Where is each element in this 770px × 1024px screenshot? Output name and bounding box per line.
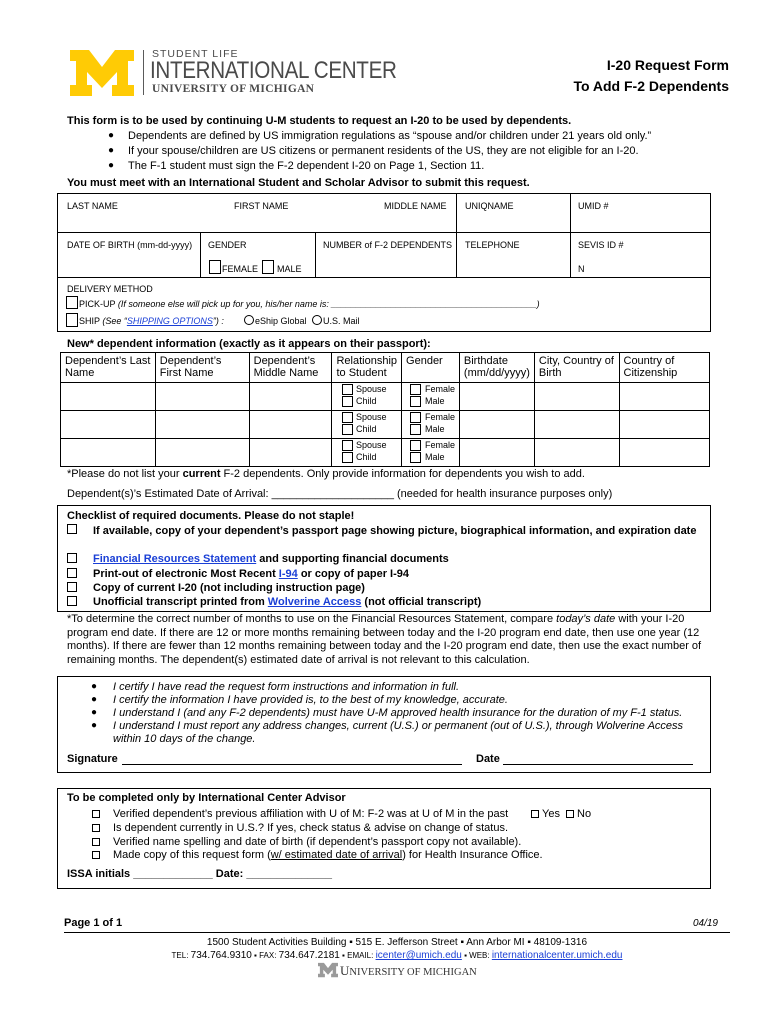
website-link[interactable]: internationalcenter.umich.edu bbox=[491, 950, 623, 961]
logo-university: UNIVERSITY OF MICHIGAN bbox=[152, 83, 315, 95]
last-first-middle-name-field[interactable] bbox=[57, 193, 457, 233]
footer-university-wordmark: UNIVERSITY OF MICHIGAN bbox=[340, 963, 477, 978]
male-checkbox[interactable] bbox=[410, 452, 421, 463]
cell[interactable] bbox=[61, 411, 156, 439]
spouse-checkbox[interactable] bbox=[342, 384, 353, 395]
checklist-item-financial: Financial Resources Statement and supporting financial documents bbox=[93, 553, 449, 565]
child-label: Child bbox=[356, 452, 377, 462]
form-subtitle: To Add F-2 Dependents bbox=[573, 78, 729, 94]
cell[interactable] bbox=[155, 439, 249, 467]
female-checkbox[interactable] bbox=[209, 260, 221, 274]
cell[interactable] bbox=[249, 411, 332, 439]
advisor-checkbox[interactable] bbox=[92, 838, 100, 846]
intro-lead: This form is to be used by continuing U-M students to request an I-20 to be used by dependents. bbox=[67, 115, 572, 127]
label-dob: DATE OF BIRTH (mm-dd-yyyy) bbox=[67, 240, 193, 250]
advisor-checkbox[interactable] bbox=[92, 851, 100, 859]
footer-block-m-icon bbox=[318, 962, 338, 978]
issa-initials-date: ISSA initials _____________ Date: ______________ bbox=[67, 868, 333, 880]
logo-student-life: STUDENT LIFE bbox=[152, 48, 239, 60]
telephone-field[interactable] bbox=[456, 232, 571, 278]
child-checkbox[interactable] bbox=[342, 424, 353, 435]
col-citizenship: Country of Citizenship bbox=[619, 353, 710, 383]
sevis-prefix: N bbox=[578, 264, 585, 274]
pickup-label: PICK-UP (If someone else will pick up for you, his/her name is: _________________________________________) bbox=[79, 299, 540, 309]
col-birthdate: Birthdate (mm/dd/yyyy) bbox=[459, 353, 534, 383]
checklist-checkbox[interactable] bbox=[67, 596, 77, 606]
advisor-checkbox[interactable] bbox=[92, 824, 100, 832]
table-header-row bbox=[61, 353, 710, 383]
cell[interactable] bbox=[534, 411, 619, 439]
col-relationship: Relationship to Student bbox=[332, 353, 402, 383]
checklist-item-i94: Print-out of electronic Most Recent I-94 or copy of paper I-94 bbox=[93, 568, 410, 580]
num-dependents-field[interactable] bbox=[315, 232, 457, 278]
label-male: MALE bbox=[277, 264, 302, 274]
advisor-meeting-note: You must meet with an International Student and Scholar Advisor to submit this request. bbox=[67, 177, 530, 189]
bullet-dot: ● bbox=[91, 694, 98, 705]
certify-1: I certify I have read the request form instructions and information in full. bbox=[113, 681, 460, 693]
spouse-label: Spouse bbox=[356, 412, 387, 422]
ship-checkbox[interactable] bbox=[66, 313, 78, 327]
male-checkbox[interactable] bbox=[262, 260, 274, 274]
cell[interactable] bbox=[61, 383, 156, 411]
spouse-checkbox[interactable] bbox=[342, 440, 353, 451]
bullet-dot: ● bbox=[108, 160, 115, 171]
col-first-name: Dependent’s First Name bbox=[155, 353, 249, 383]
spouse-checkbox[interactable] bbox=[342, 412, 353, 423]
bullet-dot: ● bbox=[91, 681, 98, 692]
no-checkbox[interactable] bbox=[566, 810, 574, 818]
cell[interactable] bbox=[534, 439, 619, 467]
label-sevis: SEVIS ID # bbox=[578, 240, 624, 250]
i94-link[interactable]: I-94 bbox=[278, 568, 298, 580]
female-checkbox[interactable] bbox=[410, 412, 421, 423]
advisor-item-name-dob: Verified name spelling and date of birth (if dependent’s passport copy not available). bbox=[113, 836, 522, 848]
cell[interactable] bbox=[249, 439, 332, 467]
checklist-item-transcript: Unofficial transcript printed from Wolverine Access (not official transcript) bbox=[93, 596, 482, 608]
form-title: I-20 Request Form bbox=[606, 57, 729, 73]
checklist-heading: Checklist of required documents. Please do not staple! bbox=[67, 510, 355, 522]
certify-3: I understand I (and any F-2 dependents) must have U-M approved health insurance for the duration of my F-1 status. bbox=[113, 707, 683, 719]
intro-bullet-3: The F-1 student must sign the F-2 dependent I-20 on Page 1, Section 11. bbox=[128, 160, 485, 172]
advisor-item-affiliation: Verified dependent’s previous affiliation with U of M: F-2 was at U of M in the past bbox=[113, 808, 509, 820]
label-eship: eShip Global bbox=[255, 316, 307, 326]
current-dependents-note: *Please do not list your current F-2 dependents. Only provide information for dependents you wish to add. bbox=[67, 468, 585, 480]
label-female: FEMALE bbox=[222, 264, 259, 274]
male-checkbox[interactable] bbox=[410, 424, 421, 435]
label-uniqname: UNIQNAME bbox=[465, 201, 514, 211]
cell[interactable] bbox=[459, 383, 534, 411]
label-num-dependents: NUMBER of F-2 DEPENDENTS bbox=[323, 240, 453, 250]
form-version: 04/19 bbox=[692, 918, 718, 929]
male-label: Male bbox=[425, 452, 445, 462]
logo-international-center: INTERNATIONAL CENTER bbox=[150, 57, 397, 84]
spouse-label: Spouse bbox=[356, 440, 387, 450]
child-checkbox[interactable] bbox=[342, 452, 353, 463]
col-gender: Gender bbox=[402, 353, 460, 383]
child-checkbox[interactable] bbox=[342, 396, 353, 407]
label-delivery-method: DELIVERY METHOD bbox=[67, 284, 153, 294]
intro-bullet-1: Dependents are defined by US immigration regulations as “spouse and/or children under 21 years old only.” bbox=[128, 130, 652, 142]
advisor-checkbox[interactable] bbox=[92, 810, 100, 818]
cell[interactable] bbox=[534, 383, 619, 411]
child-label: Child bbox=[356, 424, 377, 434]
male-checkbox[interactable] bbox=[410, 396, 421, 407]
usmail-radio[interactable] bbox=[312, 315, 322, 325]
male-label: Male bbox=[425, 424, 445, 434]
advisor-item-in-us: Is dependent currently in U.S.? If yes, check status & advise on change of status. bbox=[113, 822, 508, 834]
eship-radio[interactable] bbox=[244, 315, 254, 325]
bullet-dot: ● bbox=[108, 145, 115, 156]
no-label: No bbox=[577, 808, 592, 820]
shipping-options-link[interactable]: SHIPPING OPTIONS bbox=[126, 316, 213, 326]
label-gender: GENDER bbox=[208, 240, 247, 250]
certify-2: I certify the information I have provided is, to the best of my knowledge, accurate. bbox=[113, 694, 508, 706]
female-label: Female bbox=[425, 412, 456, 422]
umid-field[interactable] bbox=[570, 193, 711, 233]
pickup-note[interactable]: (If someone else will pick up for you, his/her name is: _________________________________________) bbox=[117, 299, 540, 309]
footer-contact: TEL: 734.764.9310 ▪ FAX: 734.647.2181 ▪ EMAIL: icenter@umich.edu ▪ WEB: internationalcenter.umich.edu bbox=[171, 950, 623, 961]
col-birthplace: City, Country of Birth bbox=[534, 353, 619, 383]
cell[interactable] bbox=[61, 439, 156, 467]
advisor-item-copy: Made copy of this request form (w/ estimated date of arrival) for Health Insurance Office. bbox=[113, 849, 543, 861]
cell[interactable] bbox=[619, 411, 710, 439]
logo-divider bbox=[143, 50, 144, 95]
yes-label: Yes bbox=[542, 808, 560, 820]
cell[interactable] bbox=[249, 383, 332, 411]
label-last-name: LAST NAME bbox=[67, 201, 118, 211]
dependents-heading: New* dependent information (exactly as it appears on their passport): bbox=[67, 338, 431, 350]
sevis-field[interactable] bbox=[570, 232, 711, 278]
bullet-dot: ● bbox=[91, 720, 98, 731]
checklist-item-i20: Copy of current I-20 (not including instruction page) bbox=[93, 582, 365, 594]
yes-checkbox[interactable] bbox=[531, 810, 539, 818]
col-last-name: Dependent’s Last Name bbox=[61, 353, 156, 383]
cell[interactable] bbox=[459, 439, 534, 467]
date-line[interactable] bbox=[503, 752, 693, 765]
female-checkbox[interactable] bbox=[410, 440, 421, 451]
signature-line[interactable] bbox=[122, 752, 462, 765]
footer-address: 1500 Student Activities Building ▪ 515 E. Jefferson Street ▪ Ann Arbor MI ▪ 48109-1316 bbox=[206, 937, 588, 948]
male-label: Male bbox=[425, 396, 445, 406]
footer-rule bbox=[64, 932, 730, 933]
checklist-checkbox[interactable] bbox=[67, 568, 77, 578]
certify-4: I understand I must report any address changes, current (U.S.) or permanent (out of U.S.), through Wolverine Access within 10 days of the change. bbox=[113, 720, 684, 745]
bullet-dot: ● bbox=[91, 707, 98, 718]
financial-resources-link[interactable]: Financial Resources Statement bbox=[93, 553, 257, 565]
spouse-label: Spouse bbox=[356, 384, 387, 394]
label-first-name: FIRST NAME bbox=[234, 201, 289, 211]
female-label: Female bbox=[425, 440, 456, 450]
cell[interactable] bbox=[619, 439, 710, 467]
checklist-checkbox[interactable] bbox=[67, 553, 77, 563]
female-label: Female bbox=[425, 384, 456, 394]
label-umid: UMID # bbox=[578, 201, 609, 211]
intro-bullet-2: If your spouse/children are US citizens or permanent residents of the US, they are not eligible for an I-20. bbox=[128, 145, 639, 157]
bullet-dot: ● bbox=[108, 130, 115, 141]
cell[interactable] bbox=[619, 383, 710, 411]
dob-field[interactable] bbox=[57, 232, 201, 278]
label-telephone: TELEPHONE bbox=[465, 240, 520, 250]
checklist-item-passport: If available, copy of your dependent’s passport page showing picture, biographical information, and expiration date bbox=[93, 525, 697, 537]
advisor-heading: To be completed only by International Center Advisor bbox=[67, 792, 346, 804]
cell[interactable] bbox=[459, 411, 534, 439]
child-label: Child bbox=[356, 396, 377, 406]
col-middle-name: Dependent’s Middle Name bbox=[249, 353, 332, 383]
page-number: Page 1 of 1 bbox=[64, 917, 123, 929]
signature-label: Signature bbox=[67, 753, 118, 765]
label-usmail: U.S. Mail bbox=[323, 316, 360, 326]
checklist-checkbox[interactable] bbox=[67, 582, 77, 592]
cell[interactable] bbox=[155, 383, 249, 411]
label-middle-name: MIDDLE NAME bbox=[384, 201, 447, 211]
female-checkbox[interactable] bbox=[410, 384, 421, 395]
date-label: Date bbox=[476, 753, 500, 765]
pickup-checkbox[interactable] bbox=[66, 296, 78, 309]
arrival-date-line: Dependent(s)’s Estimated Date of Arrival: ____________________ (needed for health insurance purposes only) bbox=[67, 488, 613, 500]
checklist-checkbox[interactable] bbox=[67, 524, 77, 534]
ship-label: SHIP (See “SHIPPING OPTIONS”) : bbox=[79, 316, 224, 326]
email-link[interactable]: icenter@umich.edu bbox=[375, 950, 462, 961]
financial-statement-note: *To determine the correct number of months to use on the Financial Resources Statement, compare today’s date with your I-20 program end date. If there are 12 or more months remaining between today and the I-20 program end date, then use one year (12 months). If there are fewer than 12 months remaining between today and the I-20 program end date, then use the exact number of remaining months. The dependent(s) estimated date of arrival is not relevant to this calculation. bbox=[67, 613, 702, 666]
uniqname-field[interactable] bbox=[456, 193, 571, 233]
cell[interactable] bbox=[155, 411, 249, 439]
block-m-logo bbox=[70, 50, 134, 96]
wolverine-access-link[interactable]: Wolverine Access bbox=[267, 596, 362, 608]
